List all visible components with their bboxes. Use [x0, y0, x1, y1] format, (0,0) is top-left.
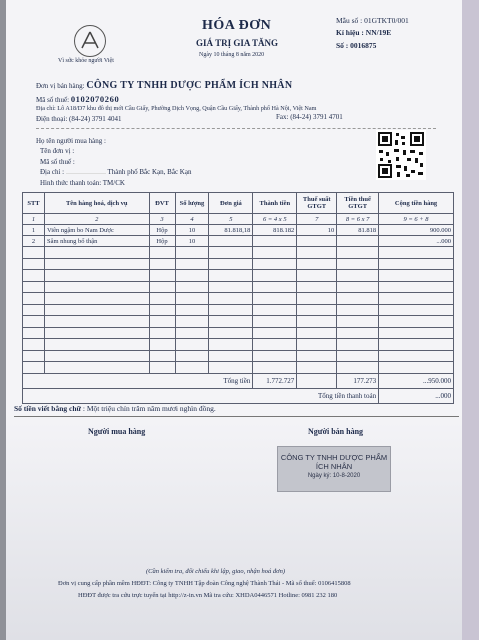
invoice-table	[22, 192, 454, 404]
table-header-row	[23, 193, 454, 214]
col-vat-rate: Thuế suất GTGT	[297, 193, 337, 214]
footer-lookup: HĐĐT được tra cứu trực tuyến tại http://z-in.vn Mã tra cứu: XHDA0446571 Hotline: 0981 232 180	[78, 592, 338, 599]
slogan: Vì sức khỏe người Việt	[58, 58, 114, 64]
company-logo-icon	[74, 25, 106, 57]
index-cell: 6 = 4 x 5	[253, 214, 297, 225]
table-index-row	[23, 214, 454, 225]
table-cell: Sâm nhung bổ thận	[44, 236, 149, 247]
qr-code	[376, 130, 426, 180]
seller-phone: Điện thoại: (84-24) 3791 4041	[36, 115, 122, 123]
payment-value: TM/CK	[102, 179, 125, 187]
index-cell: 2	[44, 214, 149, 225]
total-amount: 1.772.727	[253, 373, 297, 388]
divider	[36, 128, 436, 129]
stamp-date: Ngày ký: 10-8-2020	[307, 473, 361, 479]
index-cell: 9 = 6 + 8	[379, 214, 454, 225]
table-row	[23, 225, 454, 236]
index-cell: 8 = 6 x 7	[337, 214, 379, 225]
seller-block	[36, 80, 292, 91]
total-tax: 177.273	[337, 373, 379, 388]
table-row	[23, 236, 454, 247]
seller-fax: Fax: (84-24) 3791 4701	[276, 113, 343, 121]
buyer-unit-label: Tên đơn vị :	[40, 147, 75, 155]
table-cell: 10	[175, 236, 209, 247]
invoice-subtitle: GIÁ TRỊ GIA TĂNG	[196, 38, 278, 48]
table-row-empty	[23, 304, 454, 316]
table-cell	[209, 236, 253, 247]
total-label: Tổng tiền	[23, 373, 253, 388]
table-cell: 10	[175, 225, 209, 236]
col-total: Cộng tiền hàng	[379, 193, 454, 214]
table-row-empty	[23, 350, 454, 362]
col-vat-amount: Tiền thuế GTGT	[337, 193, 379, 214]
grand-total-label: Tổng tiền thanh toán	[23, 388, 379, 403]
table-row-empty	[23, 339, 454, 351]
table-cell: 900.000	[379, 225, 454, 236]
table-row-empty	[23, 281, 454, 293]
table-cell: Viên ngậm bo Nam Dược	[44, 225, 149, 236]
grand-total-row	[23, 388, 454, 403]
paper-shadow	[6, 410, 462, 640]
grand-total-value: ...000	[379, 388, 454, 403]
seller-tax-label: Mã số thuế:	[36, 96, 70, 104]
seller-tax-row	[36, 94, 119, 104]
words-value: : Một triệu chín trăm năm mươi nghìn đồng.	[82, 404, 216, 413]
table-cell	[297, 236, 337, 247]
table-cell: 81.818,18	[209, 225, 253, 236]
buyer-address-label: Địa chỉ :	[40, 168, 65, 176]
seller-name: CÔNG TY TNHH DƯỢC PHẨM ÍCH NHÂN	[86, 80, 293, 91]
invoice-title: HÓA ĐƠN	[202, 18, 272, 33]
index-cell: 7	[297, 214, 337, 225]
table-cell: Hộp	[149, 236, 175, 247]
table-cell: Hộp	[149, 225, 175, 236]
footer-provider: Đơn vị cung cấp phần mềm HĐĐT: Công ty TNHH Tập đoàn Công nghệ Thành Thái - Mã số thuế: 0106415808	[58, 580, 351, 587]
seller-signature-label: Người bán hàng	[308, 427, 364, 436]
seller-tax-code: 0102070260	[70, 94, 120, 104]
divider	[14, 416, 459, 417]
amount-in-words	[14, 404, 216, 413]
footer-note: (Cần kiểm tra, đối chiếu khi lập, giao, nhận hoá đơn)	[146, 568, 286, 575]
payment-row	[40, 179, 125, 187]
payment-label: Hình thức thanh toán:	[40, 179, 102, 187]
table-row-empty	[23, 362, 454, 374]
table-cell: 10	[297, 225, 337, 236]
buyer-signature-label: Người mua hàng	[88, 427, 146, 436]
index-cell: 4	[175, 214, 209, 225]
table-row-empty	[23, 270, 454, 282]
words-label: Số tiền viết bằng chữ	[14, 404, 82, 413]
stamp-company: CÔNG TY TNHH DƯỢC PHẨM ÍCH NHÂN	[280, 453, 388, 471]
table-cell: ...000	[379, 236, 454, 247]
table-cell	[253, 236, 297, 247]
col-qty: Số lượng	[175, 193, 209, 214]
buyer-name-label: Họ tên người mua hàng :	[36, 137, 106, 145]
index-cell: 5	[209, 214, 253, 225]
col-stt: STT	[23, 193, 45, 214]
invoice-paper	[6, 0, 462, 640]
buyer-tax-label: Mã số thuế :	[40, 158, 75, 166]
col-price: Đơn giá	[209, 193, 253, 214]
table-cell: 2	[23, 236, 45, 247]
col-unit: ĐVT	[149, 193, 175, 214]
table-cell: 81.818	[337, 225, 379, 236]
col-amount: Thành tiền	[253, 193, 297, 214]
index-cell: 3	[149, 214, 175, 225]
digital-signature-stamp	[277, 446, 391, 492]
index-cell: 1	[23, 214, 45, 225]
table-row-empty	[23, 316, 454, 328]
table-row-empty	[23, 247, 454, 259]
col-name: Tên hàng hoá, dịch vụ	[44, 193, 149, 214]
table-cell: 818.182	[253, 225, 297, 236]
table-row-empty	[23, 293, 454, 305]
serial-number: Kí hiệu : NN/19E	[336, 28, 392, 37]
seller-address: Địa chỉ: Lô A18/D7 khu đô thị mới Cầu Giấy, Phường Dịch Vọng, Quận Cầu Giấy, Thành phố Hà Nội, Việt Nam	[36, 105, 317, 112]
table-row-empty	[23, 327, 454, 339]
total-row	[23, 373, 454, 388]
invoice-number: Số : 0016875	[336, 41, 377, 50]
total-sum: ...950.000	[379, 373, 454, 388]
buyer-address-row	[40, 168, 191, 176]
form-number: Mẫu số : 01GTKT0/001	[336, 16, 409, 25]
table-cell: 1	[23, 225, 45, 236]
buyer-address-value: Thành phố Bắc Kạn, Bắc Kạn	[107, 168, 192, 176]
invoice-date: Ngày 10 tháng 8 năm 2020	[199, 52, 265, 58]
table-row-empty	[23, 258, 454, 270]
seller-label: Đơn vị bán hàng:	[36, 82, 85, 90]
table-cell	[337, 236, 379, 247]
